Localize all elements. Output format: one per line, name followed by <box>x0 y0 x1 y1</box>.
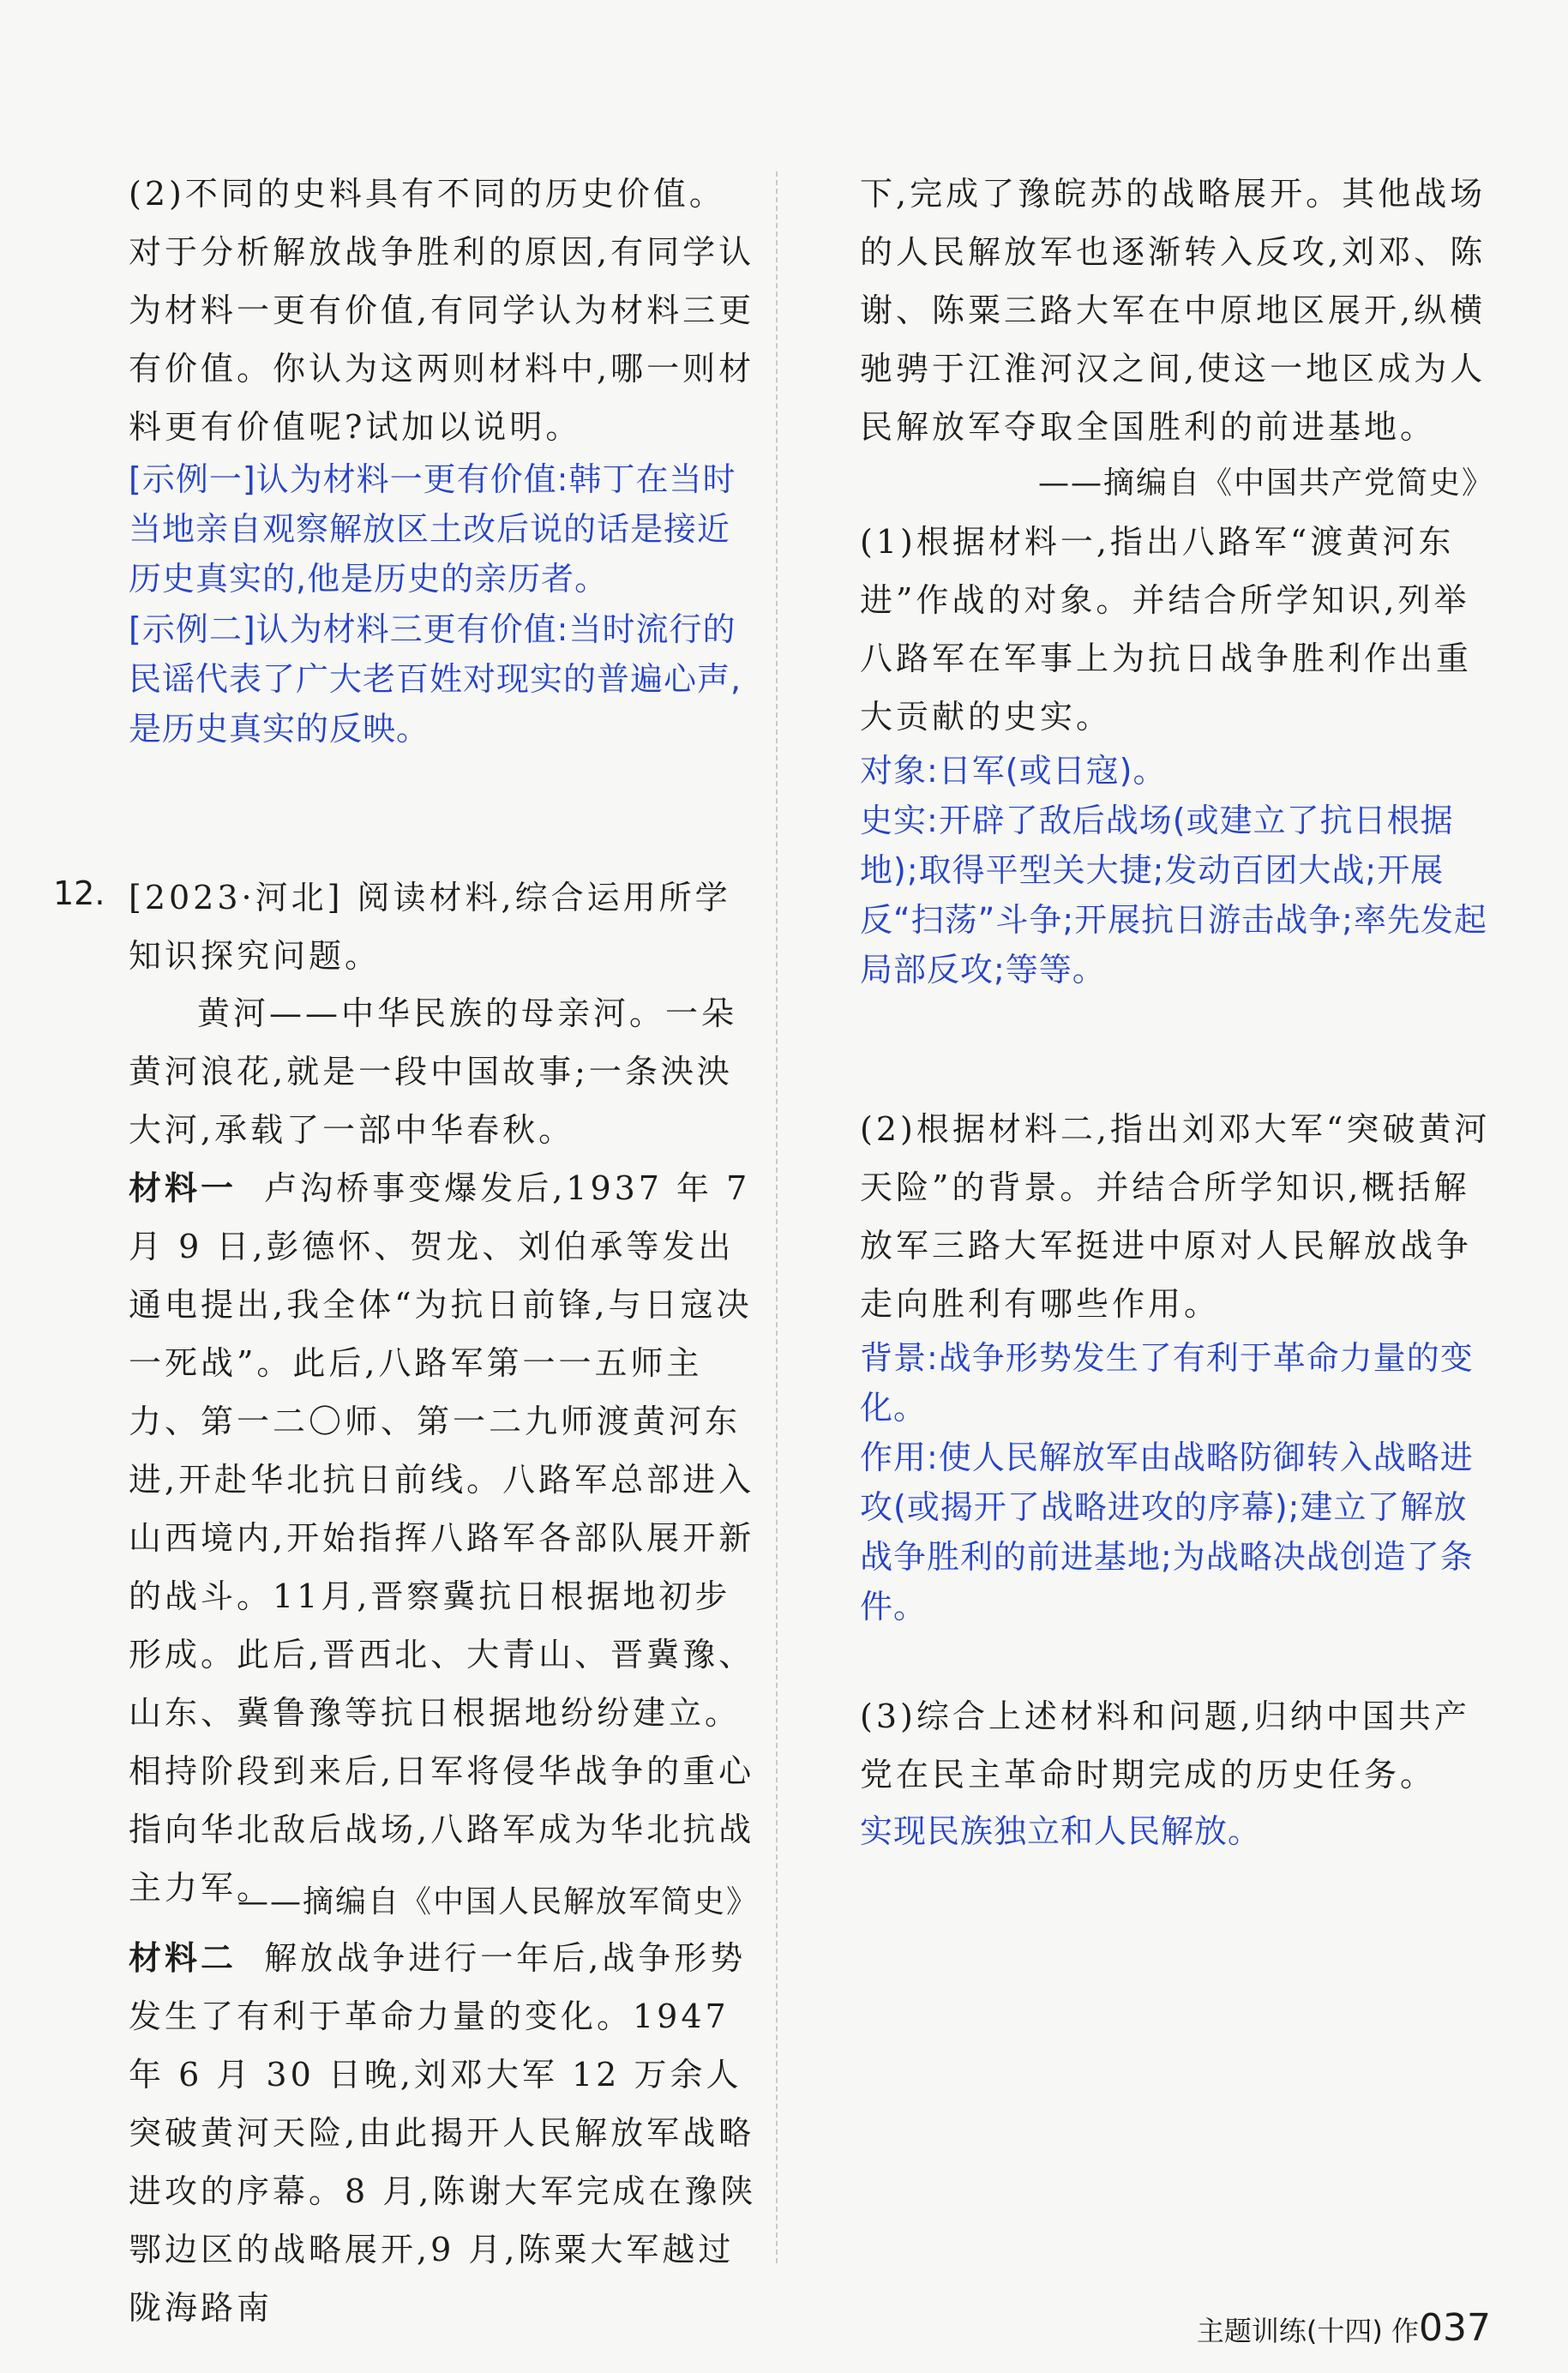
q11-part2: (2)不同的史料具有不同的历史价值。对于分析解放战争胜利的原因,有同学认为材料一更有价值,有同学认为材料三更有价值。你认为这两则材料中,哪一则材料更有价值呢?试加以说明。 <box>129 175 755 446</box>
question-number: 12. <box>53 874 105 912</box>
answer-example-2: [示例二]认为材料三更有价值:当时流行的民谣代表了广大老百姓对现实的普遍心声,是历史真实的反映。 <box>129 610 742 748</box>
material-2-continued: 下,完成了豫皖苏的战略展开。其他战场的人民解放军也逐渐转入反攻,刘邓、陈谢、陈粟三路大军在中原地区展开,纵横驰骋于江淮河汉之间,使这一地区成为人民解放军夺取全国胜利的前进基地。 <box>860 175 1487 446</box>
q12-intro: 黄河——中华民族的母亲河。一朵黄河浪花,就是一段中国故事;一条泱泱大河,承载了一部中华春秋。 <box>129 994 738 1149</box>
material-1-label: 材料一 <box>129 1169 237 1207</box>
material-1-source: ——摘编自《中国人民解放军简史》 <box>237 1884 759 1919</box>
question-2: (2)根据材料二,指出刘邓大军“突破黄河天险”的背景。并结合所学知识,概括解放军三路大军挺进中原对人民解放战争走向胜利有哪些作用。 <box>860 1110 1491 1323</box>
page-number: 037 <box>1419 2306 1491 2350</box>
question-3: (3)综合上述材料和问题,归纳中国共产党在民主革命时期完成的历史任务。 <box>860 1697 1470 1793</box>
answer-2: 背景:战争形势发生了有利于革命力量的变化。 作用:使人民解放军由战略防御转入战略进攻(或揭开了战略进攻的序幕);建立了解放战争胜利的前进基地;为战略决战创造了条件。 <box>860 1339 1474 1625</box>
answer-example-1: [示例一]认为材料一更有价值:韩丁在当时当地亲自观察解放区土改后说的话是接近历史真实的,他是历史的亲历者。 <box>129 460 736 598</box>
answer-3: 实现民族独立和人民解放。 <box>860 1812 1262 1850</box>
material-1 <box>129 1159 759 1917</box>
material-2-label: 材料二 <box>129 1939 237 1977</box>
material-2-source: ——摘编自《中国共产党简史》 <box>1037 466 1494 501</box>
question-1: (1)根据材料一,指出八路军“渡黄河东进”作战的对象。并结合所学知识,列举八路军在军事上为抗日战争胜利作出重大贡献的史实。 <box>860 523 1473 736</box>
material-1-text: 卢沟桥事变爆发后,1937 年 7 月 9 日,彭德怀、贺龙、刘伯承等发出通电提出,我全体“为抗日前锋,与日寇决一死战”。此后,八路军第一一五师主力、第一二〇师、第一二九师渡黄河东进,开赴华北抗日前线。八路军总部进入山西境内,开始指挥八路军各部队展开新的战斗。11月,晋察冀抗日根据地初步形成。此后,晋西北、大青山、晋冀豫、山东、冀鲁豫等抗日根据地纷纷建立。相持阶段到来后,日军将侵华战争的重心指向华北敌后战场,八路军成为华北抗战主力军。 <box>129 1169 755 1907</box>
material-2-text: 解放战争进行一年后,战争形势发生了有利于革命力量的变化。1947 年 6 月 30 日晚,刘邓大军 12 万余人突破黄河天险,由此揭开人民解放军战略进攻的序幕。8 月,陈谢大军完成在豫陕鄂边区的战略展开,9 月,陈粟大军越过陇海路南 <box>129 1939 757 2327</box>
footer-label: 主题训练(十四) 作 <box>1196 2315 1420 2347</box>
column-divider <box>776 171 778 2263</box>
material-2 <box>129 1929 759 2337</box>
page-footer <box>1197 2306 1491 2350</box>
q12-stem: [2023·河北] 阅读材料,综合运用所学知识探究问题。 <box>129 879 731 975</box>
answer-1: 对象:日军(或日寇)。 史实:开辟了敌后战场(或建立了抗日根据地);取得平型关大捷;发动百团大战;开展反“扫荡”斗争;开展抗日游击战争;率先发起局部反攻;等等。 <box>860 752 1487 988</box>
